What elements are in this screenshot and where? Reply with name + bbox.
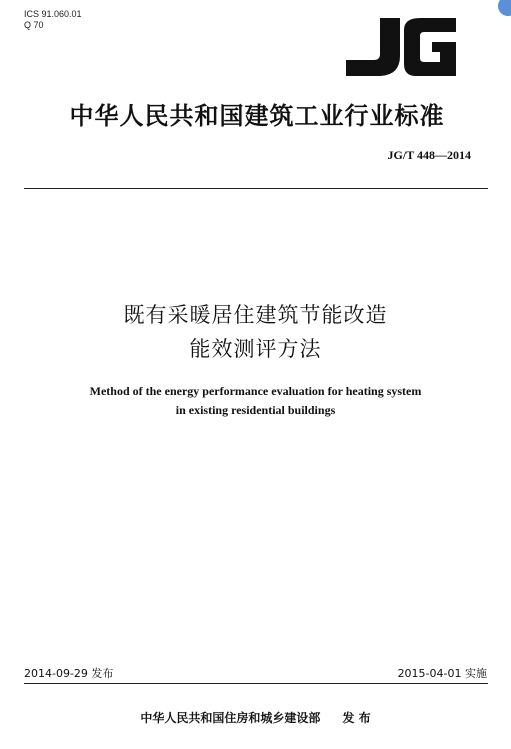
classification-codes bbox=[24, 9, 82, 31]
standard-code: JG/T 448—2014 bbox=[387, 148, 471, 162]
chinese-title-line-2: 能效测评方法 bbox=[189, 337, 322, 361]
ics-code: ICS 91.060.01 bbox=[24, 9, 82, 19]
chinese-title bbox=[0, 298, 511, 366]
issue-date: 2014-09-29 发布 bbox=[24, 667, 114, 680]
top-divider bbox=[24, 188, 488, 189]
class-code: Q 70 bbox=[24, 20, 44, 30]
jg-logo bbox=[346, 18, 456, 76]
implementation-date: 2015-04-01 实施 bbox=[397, 667, 487, 680]
bottom-divider bbox=[24, 683, 488, 684]
publisher-name: 中华人民共和国住房和城乡建设部 bbox=[140, 711, 321, 725]
publisher-line bbox=[0, 709, 511, 726]
publish-action: 发 布 bbox=[342, 711, 371, 725]
english-title-line-1: Method of the energy performance evaluation for heating system bbox=[89, 384, 422, 398]
chinese-title-line-1: 既有采暖居住建筑节能改造 bbox=[123, 303, 388, 327]
corner-badge bbox=[498, 0, 511, 16]
english-title-line-2: in existing residential buildings bbox=[175, 403, 336, 417]
english-title bbox=[0, 382, 511, 420]
standard-category: 中华人民共和国建筑工业行业标准 bbox=[69, 102, 445, 130]
